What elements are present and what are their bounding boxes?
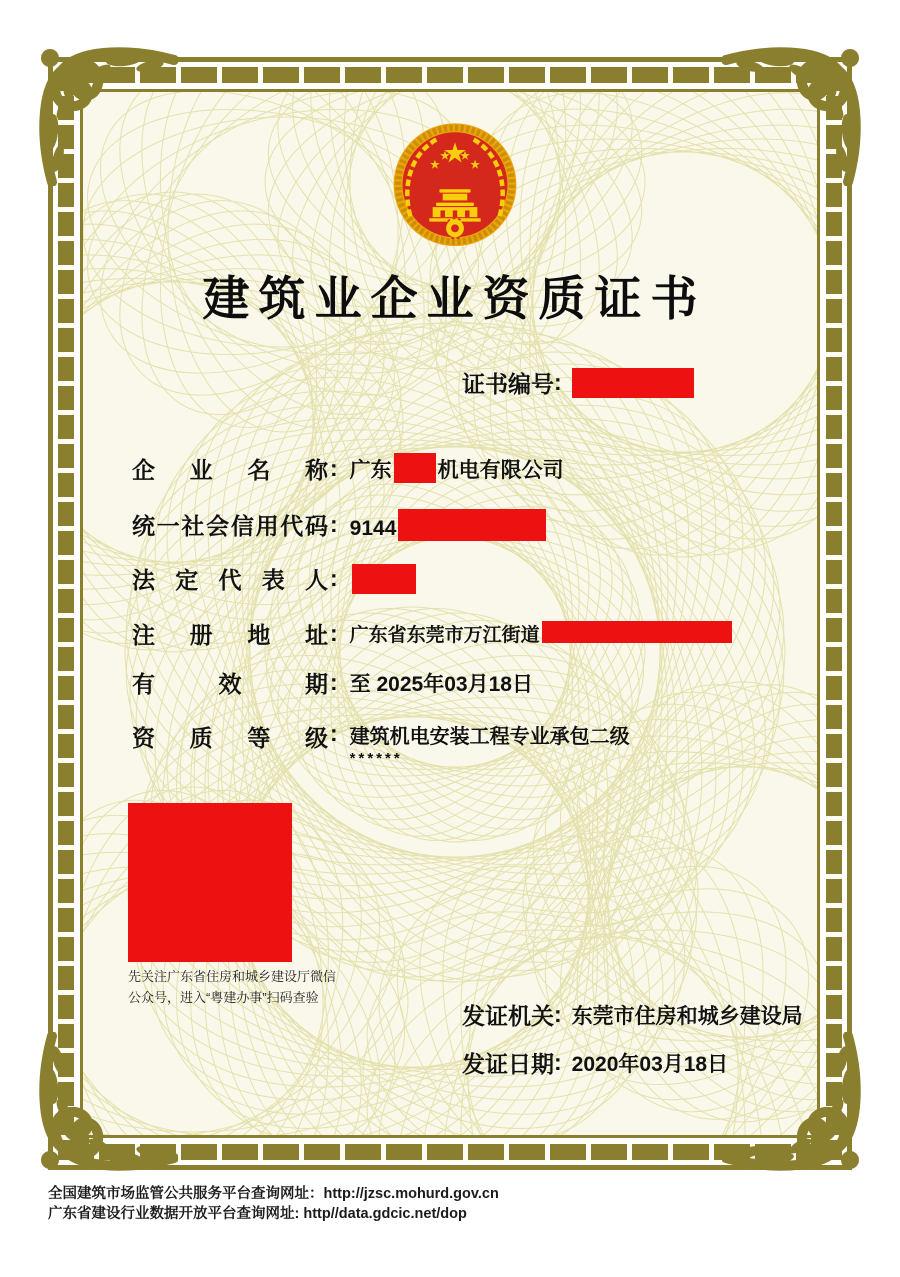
issuing-authority-row: 发证机关 : 东莞市住房和城乡建设局 [462, 998, 803, 1031]
qr-caption-line-2: 公众号，进入“粤建办事”扫码查验 [128, 990, 319, 1005]
frame-segment-band-right [826, 67, 842, 1160]
footer-url-line-1: 全国建筑市场监管公共服务平台查询网址：http://jzsc.mohurd.gov.cn [48, 1186, 499, 1202]
corner-ornament-top-right [722, 46, 862, 186]
field-label: 资质等级 [132, 725, 328, 751]
field-value: 广东 机电有限公司 [350, 453, 564, 484]
footer-urls [48, 1185, 499, 1224]
issuing-authority-label: 发证机关 [462, 1003, 554, 1029]
field-row-registered-address: 注册地址 : 广东省东莞市万江街道 [132, 617, 734, 650]
field-label: 企业名称 [132, 457, 328, 483]
field-row-valid-until: 有效期 : 至 2025年03月18日 [132, 666, 533, 699]
field-value: 建筑机电安装工程专业承包二级 ****** [349, 726, 630, 767]
field-row-company-name: 企业名称 : 广东 机电有限公司 [132, 452, 564, 485]
field-value [350, 564, 418, 594]
field-row-credit-code: 统一社会信用代码 : 9144 [132, 508, 548, 541]
issue-date-value: 2020年03月18日 [571, 1052, 729, 1076]
field-label: 法定代表人 [132, 567, 328, 593]
frame-segment-band-left [58, 67, 74, 1160]
issuing-authority-value: 东莞市住房和城乡建设局 [571, 1004, 803, 1028]
certificate-number-colon: : [554, 369, 562, 395]
field-row-qualification-grade: 资质等级 : 建筑机电安装工程专业承包二级 ****** [132, 720, 630, 767]
corner-ornament-bottom-right [722, 1032, 862, 1172]
legal-representative-redaction [352, 564, 416, 594]
certificate-number-label: 证书编号 [462, 371, 554, 397]
certificate-number-redaction [572, 368, 694, 398]
national-emblem-icon [388, 119, 522, 255]
issue-date-label: 发证日期 [462, 1051, 554, 1077]
field-value: 广东省东莞市万江街道 [350, 620, 734, 647]
field-label: 注册地址 [132, 622, 328, 648]
qr-caption-line-1: 先关注广东省住房和城乡建设厅微信 [128, 969, 337, 984]
certificate-number-row [462, 366, 694, 399]
field-row-legal-representative: 法定代表人 : [132, 562, 418, 595]
field-label: 有效期 [132, 671, 328, 697]
company-name-redaction [394, 453, 436, 483]
footer-url-line-2: 广东省建设行业数据开放平台查询网址: http//data.gdcic.net/dop [48, 1205, 467, 1222]
field-value: 9144 [350, 509, 549, 541]
grade-asterisks: ****** [349, 750, 403, 767]
corner-ornament-bottom-left [38, 1032, 178, 1172]
certificate-title: 建筑业企业资质证书 [202, 272, 707, 325]
qr-code-redaction [128, 803, 292, 962]
corner-ornament-top-left [38, 46, 178, 186]
issue-date-row: 发证日期 : 2020年03月18日 [462, 1046, 728, 1079]
field-label: 统一社会信用代码 [132, 513, 328, 539]
qr-caption [128, 966, 398, 1008]
address-redaction [542, 621, 732, 643]
field-value: 至 2025年03月18日 [349, 672, 533, 696]
credit-code-redaction [398, 509, 546, 541]
